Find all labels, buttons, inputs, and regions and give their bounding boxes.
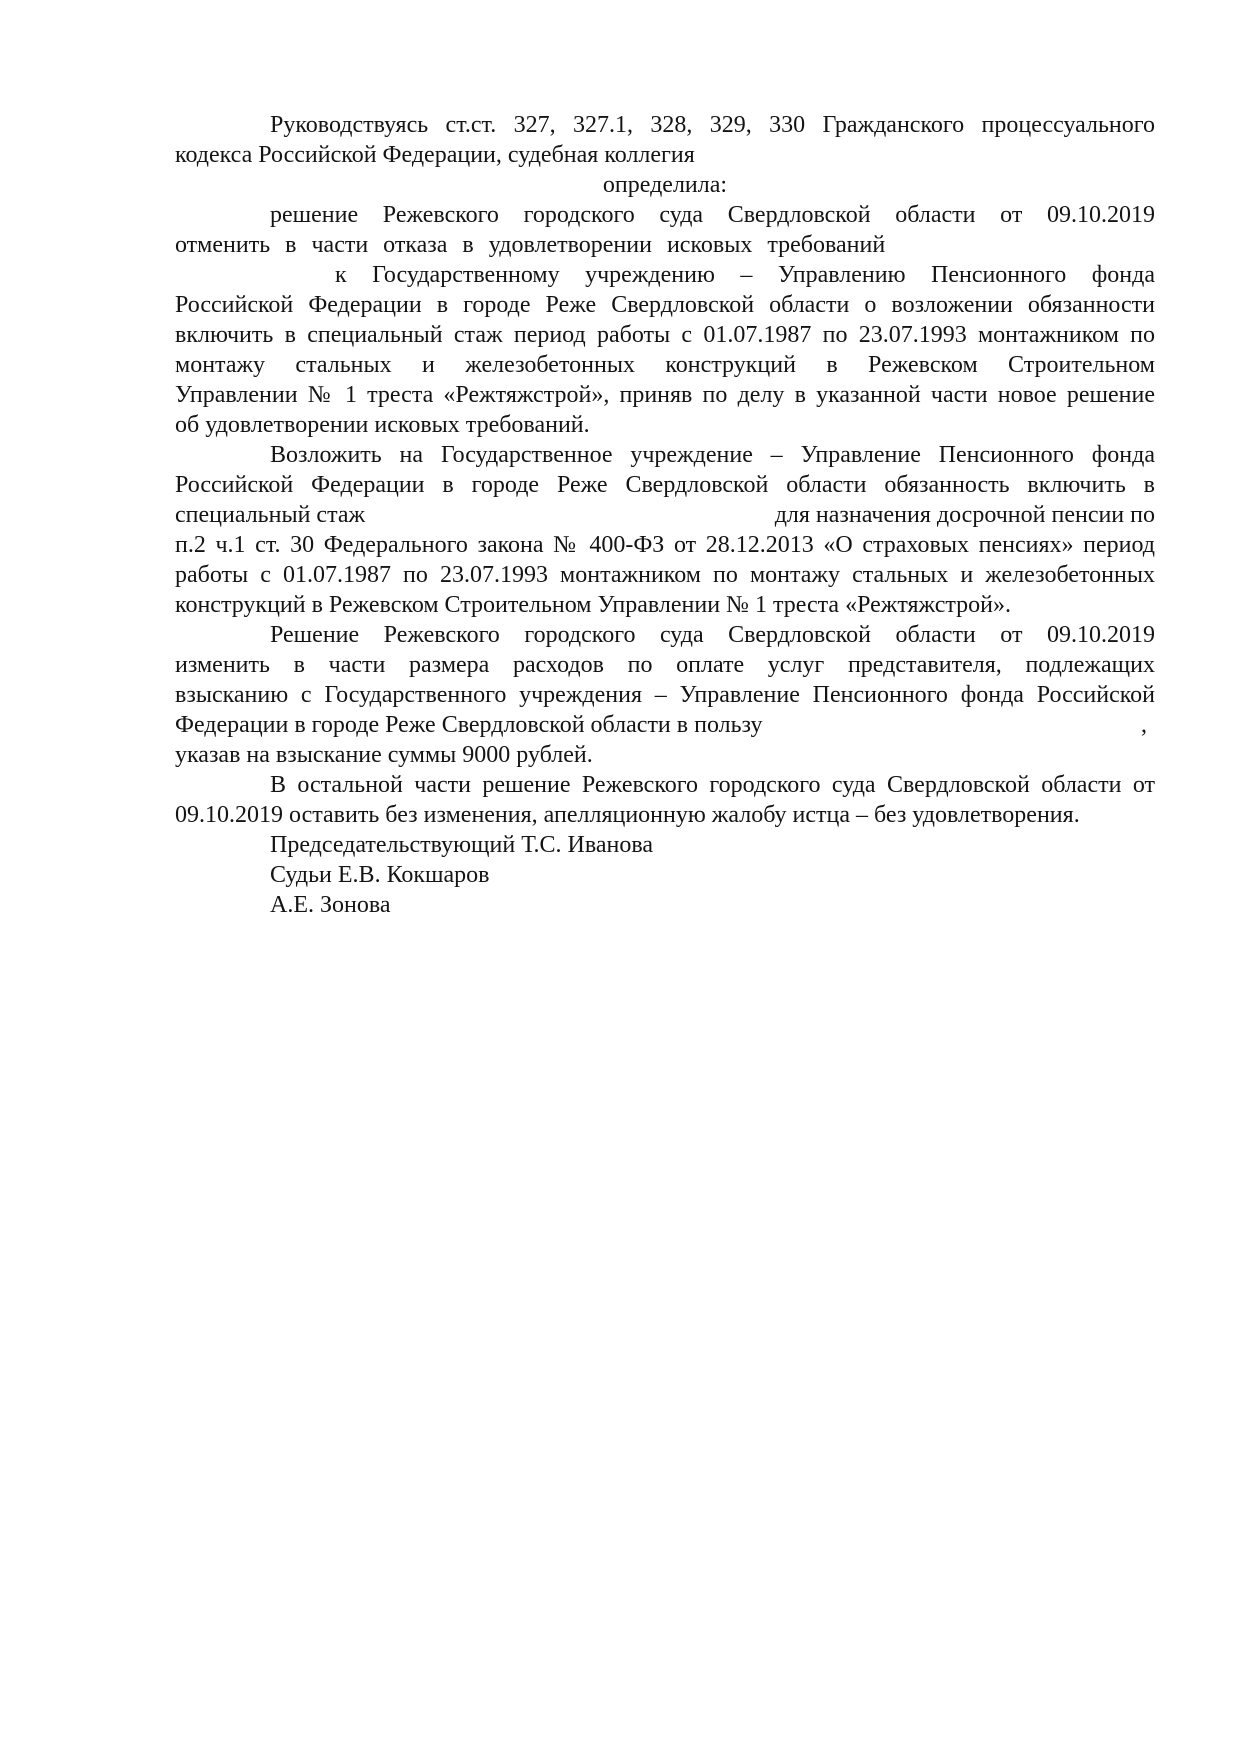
oblige-line-5: работы с 01.07.1987 по 23.07.1993 монтажником по монтажу стальных и железобетонных <box>175 562 1155 588</box>
intro-line-2: кодекса Российской Федерации, судебная коллегия <box>175 142 695 168</box>
cancel-line-8: об удовлетворении исковых требований. <box>175 412 590 438</box>
amend-line-5: указав на взыскание суммы 9000 рублей. <box>175 742 593 768</box>
amend-line-4-left: Федерации в городе Реже Свердловской области в пользу <box>175 712 763 738</box>
cancel-line-3-redacted-lead: к Государственному учреждению – Управлению Пенсионного фонда <box>335 262 1155 288</box>
amend-line-4-redacted-gap <box>175 710 1155 740</box>
cancel-line-6: монтажу стальных и железобетонных конструкций в Режевском Строительном <box>175 352 1155 378</box>
amend-line-4-comma: , <box>1141 712 1147 738</box>
oblige-line-3-right: для назначения досрочной пенсии по <box>774 502 1155 528</box>
amend-line-1: Решение Режевского городского суда Свердловской области от 09.10.2019 <box>270 622 1155 648</box>
cancel-line-1: решение Режевского городского суда Свердловской области от 09.10.2019 <box>270 202 1155 228</box>
cancel-line-7: Управлении № 1 треста «Режтяжстрой», приняв по делу в указанной части новое решение <box>175 382 1155 408</box>
signature-judge-1: Судьи Е.В. Кокшаров <box>270 862 490 888</box>
intro-line-1: Руководствуясь ст.ст. 327, 327.1, 328, 329, 330 Гражданского процессуального <box>270 112 1155 138</box>
amend-line-3: взысканию с Государственного учреждения – Управление Пенсионного фонда Российской <box>175 682 1155 708</box>
oblige-line-2: Российской Федерации в городе Реже Свердловской области обязанность включить в <box>175 472 1155 498</box>
oblige-line-6: конструкций в Режевском Строительном Управлении № 1 треста «Режтяжстрой». <box>175 592 1011 618</box>
oblige-line-3-left: специальный стаж <box>175 502 366 528</box>
oblige-line-1: Возложить на Государственное учреждение – Управление Пенсионного фонда <box>270 442 1155 468</box>
signature-presiding-judge: Председательствующий Т.С. Иванова <box>270 832 653 858</box>
cancel-line-2-redacted-tail: отменить в части отказа в удовлетворении исковых требований <box>175 232 886 258</box>
cancel-line-5: включить в специальный стаж период работы с 01.07.1987 по 23.07.1993 монтажником по <box>175 322 1155 348</box>
oblige-line-3-redacted-gap <box>175 500 1155 530</box>
rest-line-1: В остальной части решение Режевского городского суда Свердловской области от <box>270 772 1155 798</box>
amend-line-2: изменить в части размера расходов по оплате услуг представителя, подлежащих <box>175 652 1155 678</box>
oblige-line-4: п.2 ч.1 ст. 30 Федерального закона № 400-ФЗ от 28.12.2013 «О страховых пенсиях» период <box>175 532 1155 558</box>
cancel-line-4: Российской Федерации в городе Реже Свердловской области о возложении обязанности <box>175 292 1155 318</box>
signature-judge-2: А.Е. Зонова <box>270 892 391 918</box>
rest-line-2: 09.10.2019 оставить без изменения, апелляционную жалобу истца – без удовлетворения. <box>175 802 1080 828</box>
determined-heading: определила: <box>602 172 728 198</box>
